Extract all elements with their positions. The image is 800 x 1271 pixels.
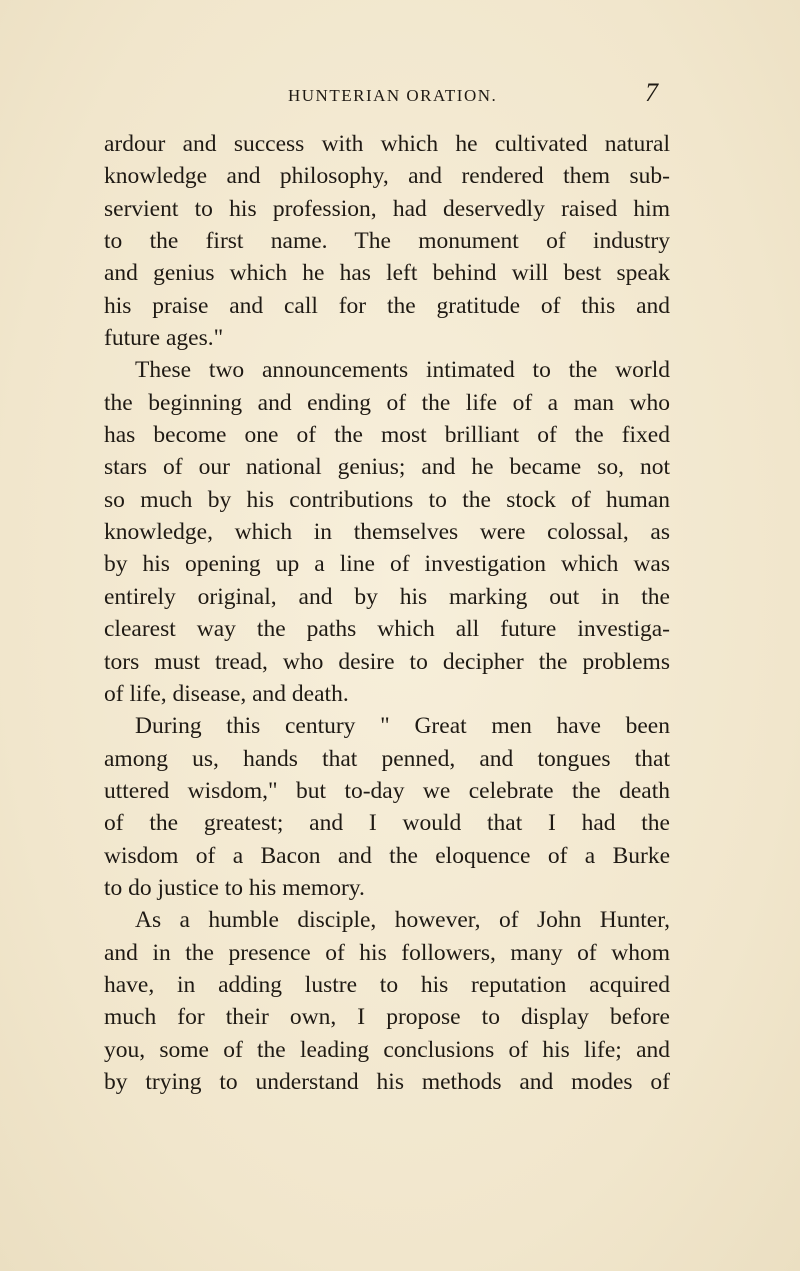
text-line: of the greatest; and I would that I had the <box>104 810 670 837</box>
text-line: tors must tread, who desire to decipher the problems <box>104 648 670 675</box>
text-line: among us, hands that penned, and tongues that <box>104 745 670 772</box>
text-line: ardour and success with which he cultivated natural <box>104 131 670 157</box>
running-title: HUNTERIAN ORATION. <box>288 86 498 105</box>
text-line: uttered wisdom," but to-day we celebrate the death <box>104 777 670 804</box>
paragraph-end-line: of life, disease, and death. <box>104 680 349 707</box>
paragraph-first-line: During this century " Great men have been <box>135 713 670 740</box>
paragraph-end-line: to do justice to his memory. <box>104 874 365 901</box>
body-text <box>104 128 670 1098</box>
text-line: stars of our national genius; and he became so, not <box>104 454 670 481</box>
text-line: you, some of the leading conclusions of his life; and <box>104 1036 670 1063</box>
text-line: knowledge and philosophy, and rendered them sub- <box>104 163 670 190</box>
text-line: knowledge, which in themselves were colossal, as <box>104 519 670 546</box>
text-line: so much by his contributions to the stock of human <box>104 486 670 513</box>
paragraph-end-line: future ages." <box>104 325 224 352</box>
text-line: and genius which he has left behind will best speak <box>104 260 670 287</box>
text-line: entirely original, and by his marking out in the <box>104 583 670 610</box>
text-line: servient to his profession, had deservedly raised him <box>104 195 670 222</box>
text-line: the beginning and ending of the life of a man who <box>104 389 670 416</box>
text-line: and in the presence of his followers, many of whom <box>104 939 670 966</box>
text-line: clearest way the paths which all future investiga- <box>104 616 670 643</box>
paragraph-first-line: As a humble disciple, however, of John Hunter, <box>135 907 670 934</box>
text-line: by trying to understand his methods and modes of <box>104 1068 670 1095</box>
text-line: have, in adding lustre to his reputation acquired <box>104 971 670 998</box>
text-line: wisdom of a Bacon and the eloquence of a Burke <box>104 842 670 869</box>
paragraph-first-line: These two announcements intimated to the world <box>135 357 670 384</box>
text-line: to the first name. The monument of industry <box>104 228 670 255</box>
text-line: much for their own, I propose to display before <box>104 1004 670 1031</box>
text-line: has become one of the most brilliant of the fixed <box>104 422 670 449</box>
page-number: 7 <box>645 78 658 107</box>
text-line: his praise and call for the gratitude of this and <box>104 292 670 319</box>
text-line: by his opening up a line of investigation which was <box>104 551 670 578</box>
